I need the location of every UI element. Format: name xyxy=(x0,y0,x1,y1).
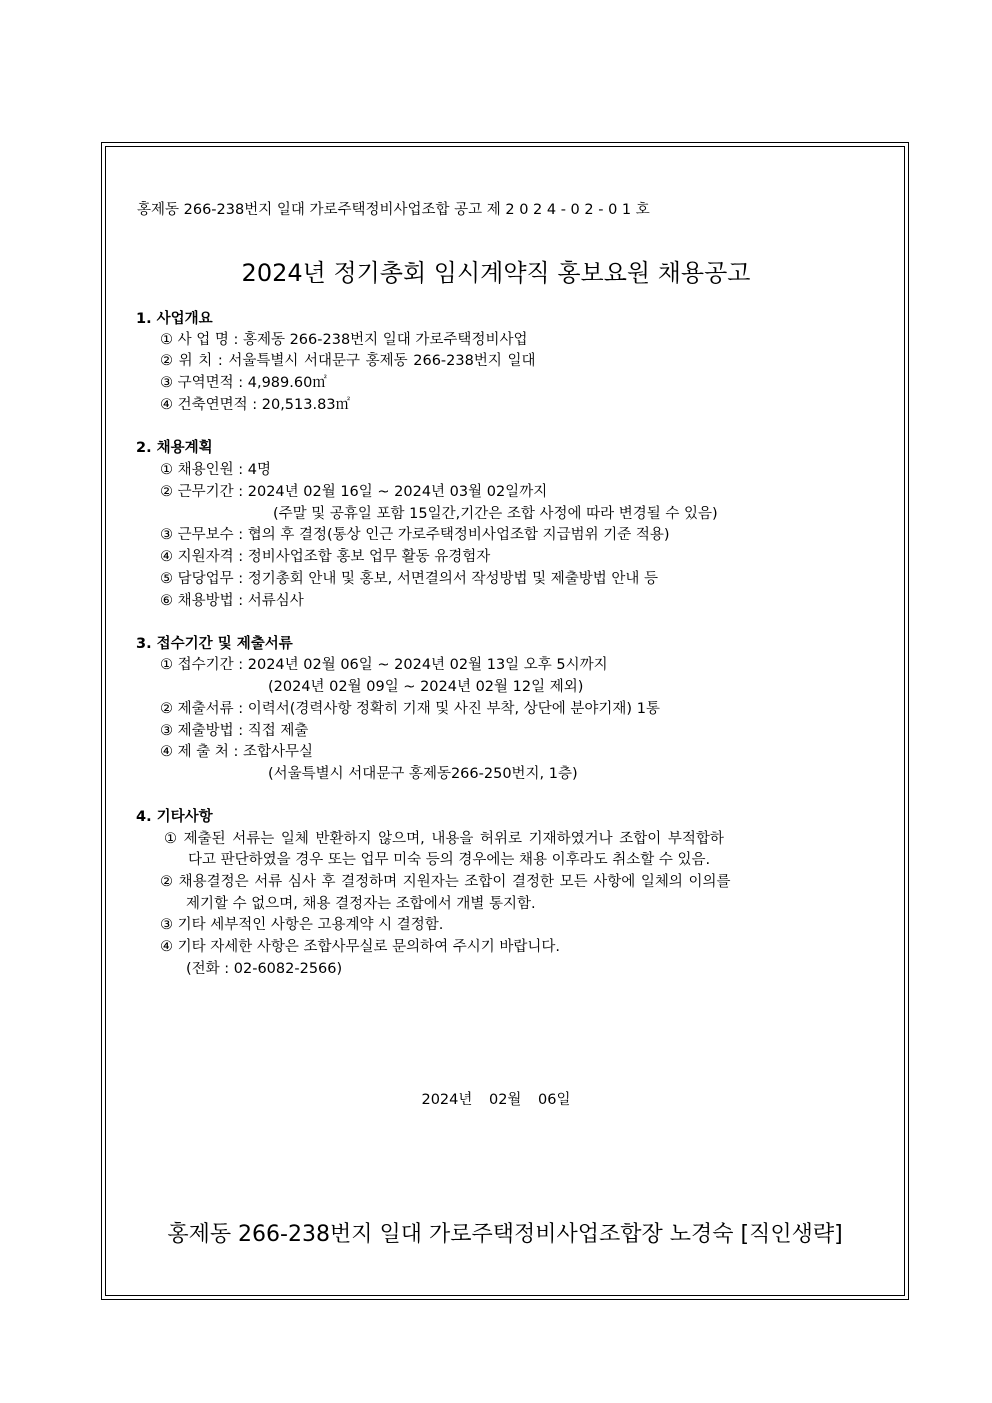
plan-qualification: ④ 지원자격 : 정비사업조합 홍보 업무 활동 유경험자 xyxy=(160,549,491,565)
plan-work-period: ② 근무기간 : 2024년 02월 16일 ~ 2024년 03월 02일까지 xyxy=(160,484,548,500)
overview-floor-area: ④ 건축연면적 : 20,513.83㎡ xyxy=(160,397,351,413)
other-phone: (전화 : 02-6082-2566) xyxy=(186,961,343,977)
notice-date: 2024년 02월 06일 xyxy=(421,1092,571,1108)
notice-number: 홍제동 266-238번지 일대 가로주택정비사업조합 공고 제 2 0 2 4 - 0 2 - 0 1 호 xyxy=(137,202,650,218)
application-place-address: (서울특별시 서대문구 홍제동266-250번지, 1층) xyxy=(268,766,578,782)
plan-method: ⑥ 채용방법 : 서류심사 xyxy=(160,593,304,609)
overview-location: ② 위 치 : 서울특별시 서대문구 홍제동 266-238번지 일대 xyxy=(160,353,536,369)
other-item-1: ① 제출된 서류는 일체 반환하지 않으며, 내용을 허위로 기재하였거나 조합이 부적합하 xyxy=(164,831,724,847)
section-heading-other: 4. 기타사항 xyxy=(136,809,213,825)
application-documents: ② 제출서류 : 이력서(경력사항 정확히 기재 및 사진 부착, 상단에 분야기재) 1통 xyxy=(160,701,660,717)
other-item-2: ② 채용결정은 서류 심사 후 결정하며 지원자는 조합이 결정한 모든 사항에 일체의 이의를 xyxy=(160,874,731,890)
overview-area: ③ 구역면적 : 4,989.60㎡ xyxy=(160,375,327,391)
section-heading-overview: 1. 사업개요 xyxy=(136,311,213,327)
application-place: ④ 제 출 처 : 조합사무실 xyxy=(160,744,313,760)
application-period: ① 접수기간 : 2024년 02월 06일 ~ 2024년 02월 13일 오후 5시까지 xyxy=(160,657,608,673)
plan-pay: ③ 근무보수 : 협의 후 결정(통상 인근 가로주택정비사업조합 지급범위 기준 적용) xyxy=(160,527,670,543)
other-item-4: ④ 기타 자세한 사항은 조합사무실로 문의하여 주시기 바랍니다. xyxy=(160,939,561,955)
page-title: 2024년 정기총회 임시계약직 홍보요원 채용공고 xyxy=(241,259,751,287)
application-period-exclusion: (2024년 02월 09일 ~ 2024년 02월 12일 제외) xyxy=(268,679,584,695)
plan-headcount: ① 채용인원 : 4명 xyxy=(160,462,271,478)
other-item-2-cont: 제기할 수 없으며, 채용 결정자는 조합에서 개별 통지함. xyxy=(186,896,536,912)
plan-work-period-note: (주말 및 공휴일 포함 15일간,기간은 조합 사정에 따라 변경될 수 있음) xyxy=(273,506,718,522)
other-item-3: ③ 기타 세부적인 사항은 고용계약 시 결정함. xyxy=(160,917,444,933)
section-heading-hiring-plan: 2. 채용계획 xyxy=(136,440,213,456)
overview-project-name: ① 사 업 명 : 홍제동 266-238번지 일대 가로주택정비사업 xyxy=(160,332,528,348)
section-heading-application: 3. 접수기간 및 제출서류 xyxy=(136,636,293,652)
other-item-1-cont: 다고 판단하였을 경우 또는 업무 미숙 등의 경우에는 채용 이후라도 취소할 수 있음. xyxy=(188,852,711,868)
signature-line: 홍제동 266-238번지 일대 가로주택정비사업조합장 노경숙 [직인생략] xyxy=(167,1222,843,1247)
application-method: ③ 제출방법 : 직접 제출 xyxy=(160,723,309,739)
plan-duties: ⑤ 담당업무 : 정기총회 안내 및 홍보, 서면결의서 작성방법 및 제출방법 안내 등 xyxy=(160,571,659,587)
